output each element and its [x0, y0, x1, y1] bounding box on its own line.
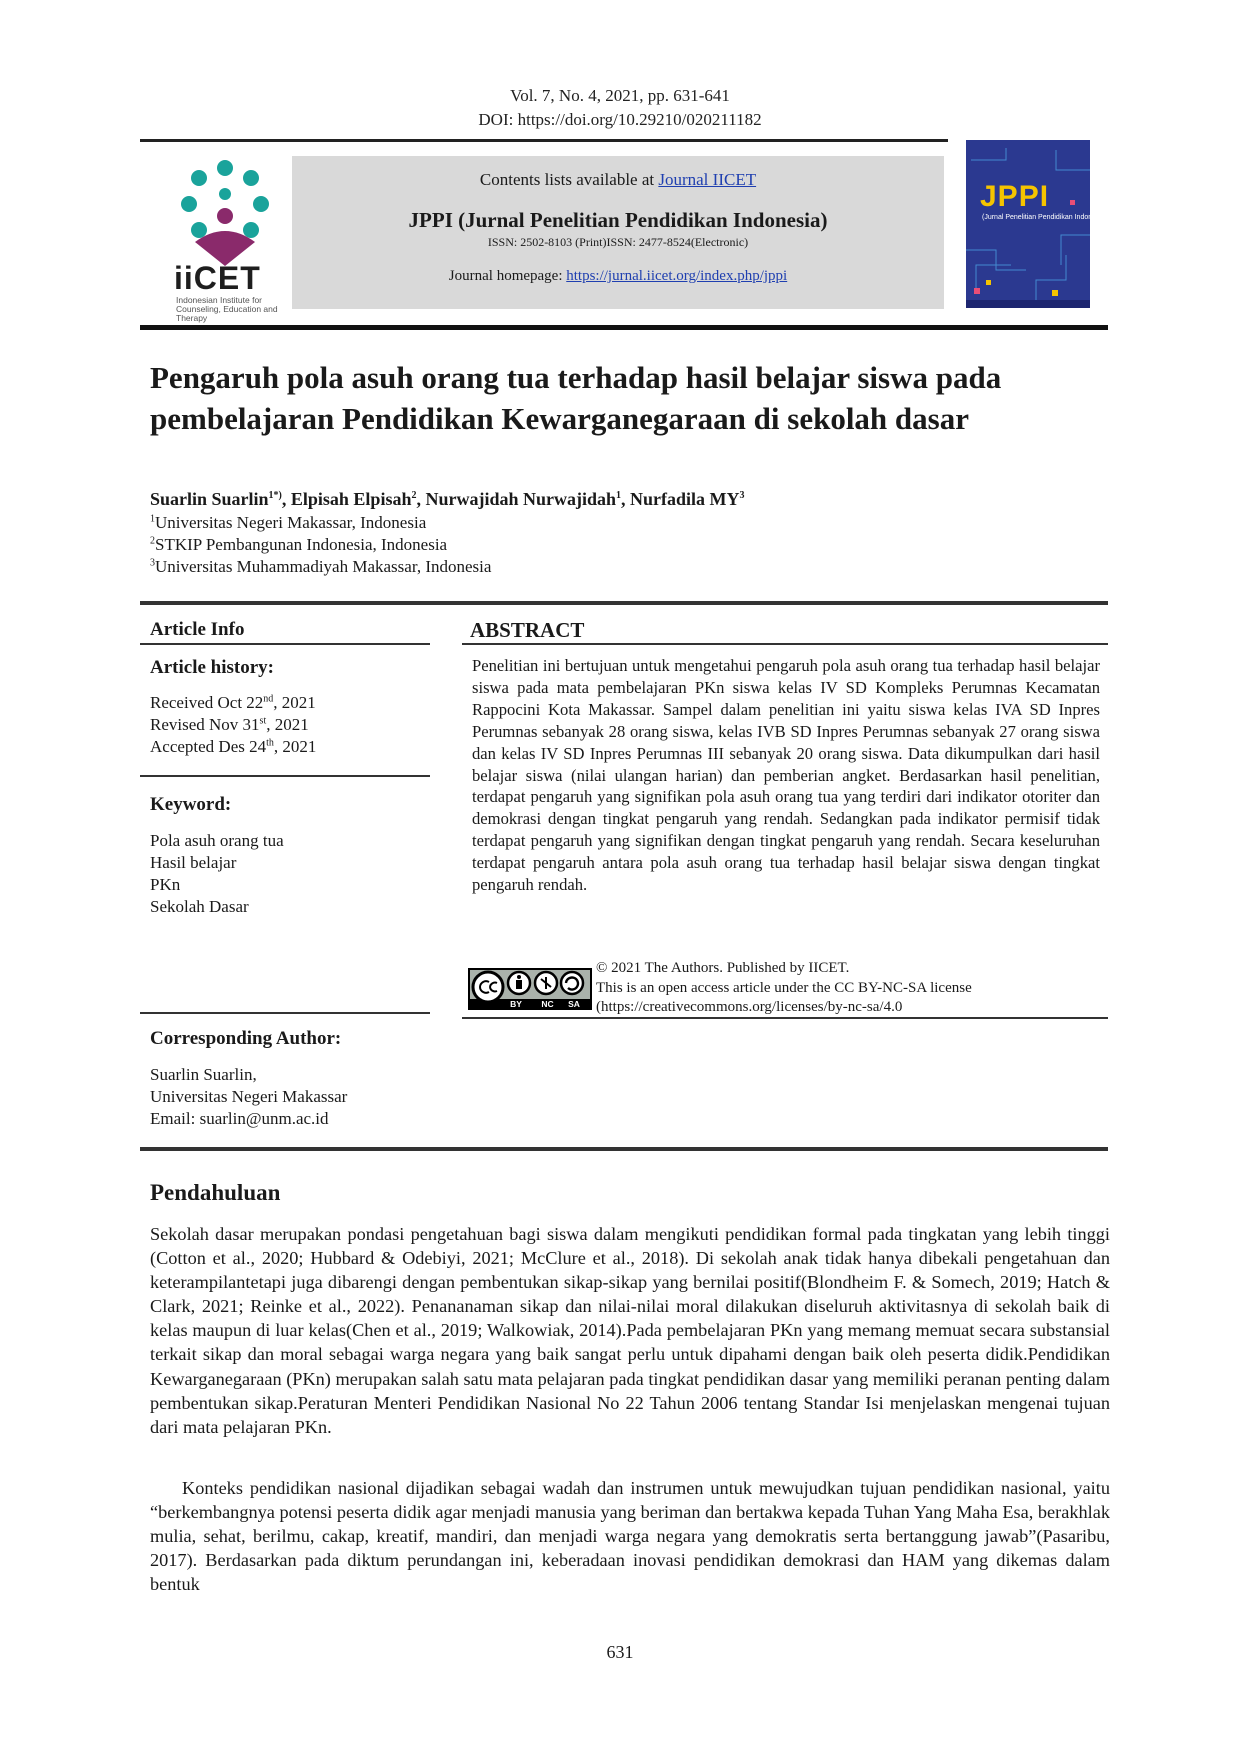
revised-text: Revised Nov 31 [150, 715, 260, 734]
article-info-rule [140, 643, 430, 645]
cover-subtitle: (Jurnal Penelitian Pendidikan Indonesia) [982, 214, 1108, 221]
revised-date [150, 714, 420, 736]
author-name: Elpisah Elpisah [290, 489, 412, 509]
affiliation-marker: 3 [150, 557, 155, 569]
copyright-line: © 2021 The Authors. Published by IICET. [596, 960, 850, 976]
cover-pattern-icon [966, 140, 1090, 308]
contents-prefix: Contents lists available at [479, 170, 659, 189]
abstract-top-rule [462, 643, 1108, 645]
body-paragraph-1 [150, 1222, 1110, 1439]
license-url[interactable]: (https://creativecommons.org/licenses/by-nc-sa/4.0 [596, 999, 903, 1015]
article-title: Pengaruh pola asuh orang tua terhadap hasil belajar siswa pada pembelajaran Pendidikan Kewarganegaraan di sekolah dasar [150, 360, 1002, 436]
corresponding-details [150, 1064, 420, 1130]
keyword-list [150, 830, 420, 918]
keyword-item: Pola asuh orang tua [150, 831, 284, 850]
affiliation-text: Universitas Negeri Makassar, Indonesia [155, 513, 427, 532]
info-section-bottom-rule [140, 1147, 1108, 1151]
received-date [150, 692, 420, 714]
logo-subtitle: Indonesian Institute for Counseling, Education and Therapy [176, 295, 278, 323]
homepage-prefix: Journal homepage: [448, 268, 567, 284]
affiliation-marker: 1 [150, 513, 155, 525]
cover-title: JPPI [980, 180, 1050, 213]
accepted-year: , 2021 [273, 737, 317, 756]
issn-line: ISSN: 2502-8103 (Print)ISSN: 2477-8524(Electronic) [487, 235, 749, 249]
affiliation-marker: 2 [150, 535, 155, 547]
keyword-item: Hasil belajar [150, 853, 237, 872]
cc-badge-labels [476, 999, 592, 1009]
corresponding-heading: Corresponding Author: [150, 1028, 342, 1049]
affiliation-1 [150, 512, 850, 534]
article-history-heading: Article history: [150, 657, 274, 678]
section-title-pendahuluan: Pendahuluan [150, 1180, 281, 1205]
abstract-text: Penelitian ini bertujuan untuk mengetahui pengaruh pola asuh orang tua terhadap hasil belajar siswa pada mata pembelajaran PKn siswa kelas IV SD Kompleks Perumnas Kecamatan Rappocini Kota Makassar. Sampel dalam penelitian ini yaitu siswa kelas IVA SD Inpres Perumnas sebanyak 28 orang siswa, kelas IVB SD Inpres Perumnas sebanyak 27 orang siswa dan kelas IV SD Inpres Perumnas III sebanyak 20 orang siswa. Data dikumpulkan dari hasil belajar siswa (nilai ulangan harian) dan pemberian angket. Berdasarkan hasil penelitian, terdapat pengaruh yang signifikan pola asuh orang tua yang terdiri dari indikator otoriter dan demokrasi dengan tingkat pengaruh yang rendah. Sedangkan pada indikator permisif tidak terdapat pengaruh yang signifikan dengan tingkat pengaruh yang rendah. Secara keseluruhan terdapat pengaruh antara pola asuh orang tua terhadap hasil belajar siswa dengan tingkat pengaruh rendah. [472, 656, 1100, 895]
accepted-sup: th [266, 737, 274, 749]
keyword-rule [140, 1012, 430, 1014]
author-name: Suarlin Suarlin [150, 489, 269, 509]
corresponding-institution: Universitas Negeri Makassar [150, 1087, 348, 1106]
corresponding-name: Suarlin Suarlin, [150, 1065, 257, 1084]
history-rule [140, 775, 430, 777]
accepted-date [150, 736, 420, 758]
accepted-text: Accepted Des 24 [150, 737, 267, 756]
author-marker: 2 [411, 490, 417, 501]
open-access-line: This is an open access article under the CC BY-NC-SA license [596, 979, 972, 996]
keyword-heading: Keyword: [150, 794, 232, 815]
author-marker: 1 [616, 490, 621, 501]
info-section-top-rule [140, 601, 1108, 605]
affiliation-3 [150, 556, 850, 578]
header-bottom-rule [140, 325, 1108, 330]
header-top-rule [140, 139, 948, 142]
journal-cover-image [966, 140, 1090, 308]
received-year: , 2021 [273, 693, 316, 712]
article-info-heading: Article Info [150, 619, 245, 640]
affiliation-2 [150, 534, 850, 556]
abstract-heading: ABSTRACT [470, 618, 585, 642]
journal-volume-info [0, 84, 1240, 132]
page-number: 631 [606, 1642, 634, 1662]
paragraph-text: Sekolah dasar merupakan pondasi pengetahuan bagi siswa dalam mengikuti pendidikan formal pada tingkatan yang lebih tinggi (Cotton et al., 2020; Hubbard & Odebiyi, 2021; McClure et al., 2018). Di sekolah anak tidak hanya dibekali pengetahuan dan keterampilantetapi juga dibarengi dengan pembentukan sikap-sikap yang bernilai positif(Blondheim F. & Somech, 2019; Hatch & Clark, 2021; Reinke et al., 2022). Penananaman sikap dan nilai-nilai moral dilakukan diseluruh aktivitasnya di sekolah baik di kelas maupun di luar kelas(Chen et al., 2019; Walkowiak, 2014).Pada pembelajaran PKn yang memang memuat secara substansial terkait sikap dan moral sebagai warga negara yang baik sangat perlu untuk dipahami dengan baik oleh peserta didik.Pendidikan Kewarganegaraan (PKn) merupakan salah satu mata pelajaran pada tingkat pendidikan dasar yang memiliki peranan penting dalam pembentukan sikap.Peraturan Menteri Pendidikan Nasional No 22 Tahun 2006 tentang Standar Isi menjelaskan mengenai tujuan dari mata pelajaran PKn. [150, 1224, 1110, 1437]
corresponding-email: Email: suarlin@unm.ac.id [150, 1109, 329, 1128]
cc-label-sa: SA [568, 999, 580, 1009]
author-name: Nurfadila MY [630, 489, 740, 509]
homepage-line [292, 265, 944, 287]
license-notice [596, 959, 1106, 1018]
received-sup: nd [263, 693, 274, 705]
revised-sup: st [259, 715, 267, 727]
cc-label-by: BY [510, 999, 522, 1009]
journal-iicet-link[interactable]: Journal IICET [658, 170, 757, 189]
affiliation-text: Universitas Muhammadiyah Makassar, Indonesia [155, 557, 492, 576]
logo-wordmark: iiCET [174, 260, 261, 296]
received-text: Received Oct 22 [150, 693, 264, 712]
revised-year: , 2021 [266, 715, 309, 734]
abstract-bottom-rule [462, 1017, 1108, 1019]
cc-label-nc: NC [541, 999, 554, 1009]
affiliation-text: STKIP Pembangunan Indonesia, Indonesia [155, 535, 448, 554]
author-name: Nurwajidah Nurwajidah [425, 489, 616, 509]
author-marker: 1*) [268, 490, 282, 501]
author-marker: 3 [739, 490, 745, 501]
body-paragraph-2 [150, 1476, 1110, 1596]
doi-line: DOI: https://doi.org/10.29210/020211182 [478, 110, 762, 129]
keyword-item: PKn [150, 875, 181, 894]
keyword-item: Sekolah Dasar [150, 897, 249, 916]
paragraph-text: Konteks pendidikan nasional dijadikan sebagai wadah dan instrumen untuk mewujudkan tujuan pendidikan nasional, yaitu “berkembangnya potensi peserta didik agar menjadi manusia yang beriman dan bertakwa kepada Tuhan Yang Maha Esa, berakhlak mulia, sehat, berilmu, cakap, kreatif, mandiri, dan menjadi warga negara yang demokratis serta bertanggung jawab”(Pasaribu, 2017). Berdasarkan pada diktum perundangan ini, keberadaan inovasi pendidikan demokrasi dan HAM yang dikemas dalam bentuk [150, 1478, 1110, 1595]
journal-name: JPPI (Jurnal Penelitian Pendidikan Indonesia) [408, 208, 828, 232]
author-list: Suarlin Suarlin$^{1*)}$, Elpisah Elpisah$^2$, Nurwajidah Nurwajidah$^1$, Nurfadila $MY^3$ [150, 489, 745, 509]
contents-line [292, 168, 944, 192]
journal-homepage-link[interactable]: https://jurnal.iicet.org/index.php/jppi [566, 268, 788, 284]
volume-line: Vol. 7, No. 4, 2021, pp. 631-641 [510, 86, 730, 105]
